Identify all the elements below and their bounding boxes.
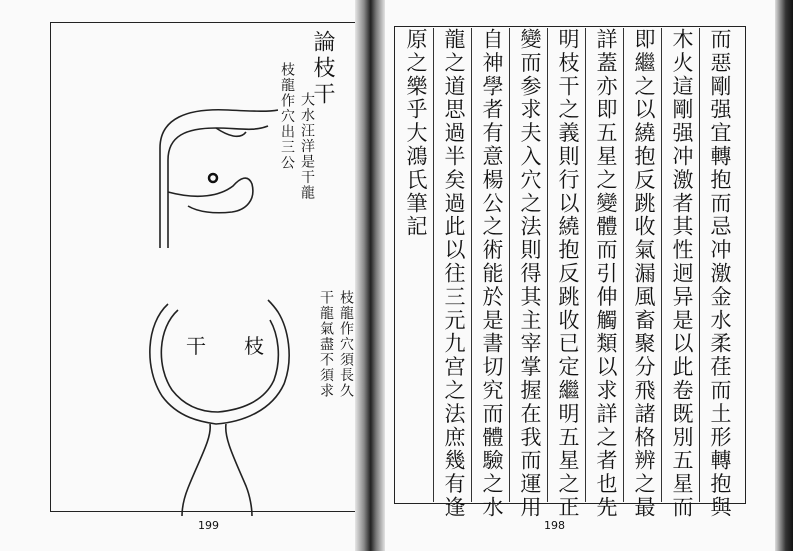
page-number-right: 198 [544, 519, 565, 532]
left-page [0, 0, 372, 551]
book-gutter [355, 0, 385, 551]
text-column-7: 自神學者有意楊公之術能於是書切究而體驗之水 [480, 28, 504, 520]
text-column-1: 而惡剛强宜轉抱而忌冲激金水柔荏而土形轉抱與 [708, 28, 732, 520]
text-column-5: 明枝干之義則行以繞抱反跳收已定繼明五星之正 [556, 28, 580, 520]
section-heading: 論枝干 [310, 30, 335, 108]
note-bottom-col-2: 干龍氣盡不須求 [318, 290, 334, 399]
note-bottom-col-1: 枝龍作穴須長久 [338, 290, 354, 399]
page-number-left: 199 [198, 519, 219, 532]
text-column-6: 變而参求夫入穴之法則得其主宰掌握在我而運用 [518, 28, 542, 520]
text-column-3: 即繼之以繞抱反跳收氣漏風畜聚分飛諸格辨之最 [632, 28, 656, 520]
text-column-8: 龍之道思過半矣過此以往三元九宫之法庶幾有逢 [442, 28, 466, 520]
note-top-col-2: 枝龍作穴出三公 [279, 62, 295, 171]
diagram-label-gan: 干 [186, 334, 206, 358]
text-column-9: 原之樂乎大鴻氏筆記 [404, 28, 428, 239]
dragon-vein-diagram-bottom [140, 298, 300, 518]
text-column-4: 詳蓋亦即五星之變體而引伸觸類以求詳之者也先 [594, 28, 618, 520]
dragon-vein-diagram-top [128, 88, 278, 253]
diagram-label-zhi: 枝 [244, 334, 264, 358]
text-column-2: 木火這剛强冲激者其性迥异是以此卷既別五星而 [670, 28, 694, 520]
book-edge [775, 0, 793, 551]
right-page [372, 0, 793, 551]
note-top-col-1: 大水汪洋是干龍 [299, 92, 315, 201]
